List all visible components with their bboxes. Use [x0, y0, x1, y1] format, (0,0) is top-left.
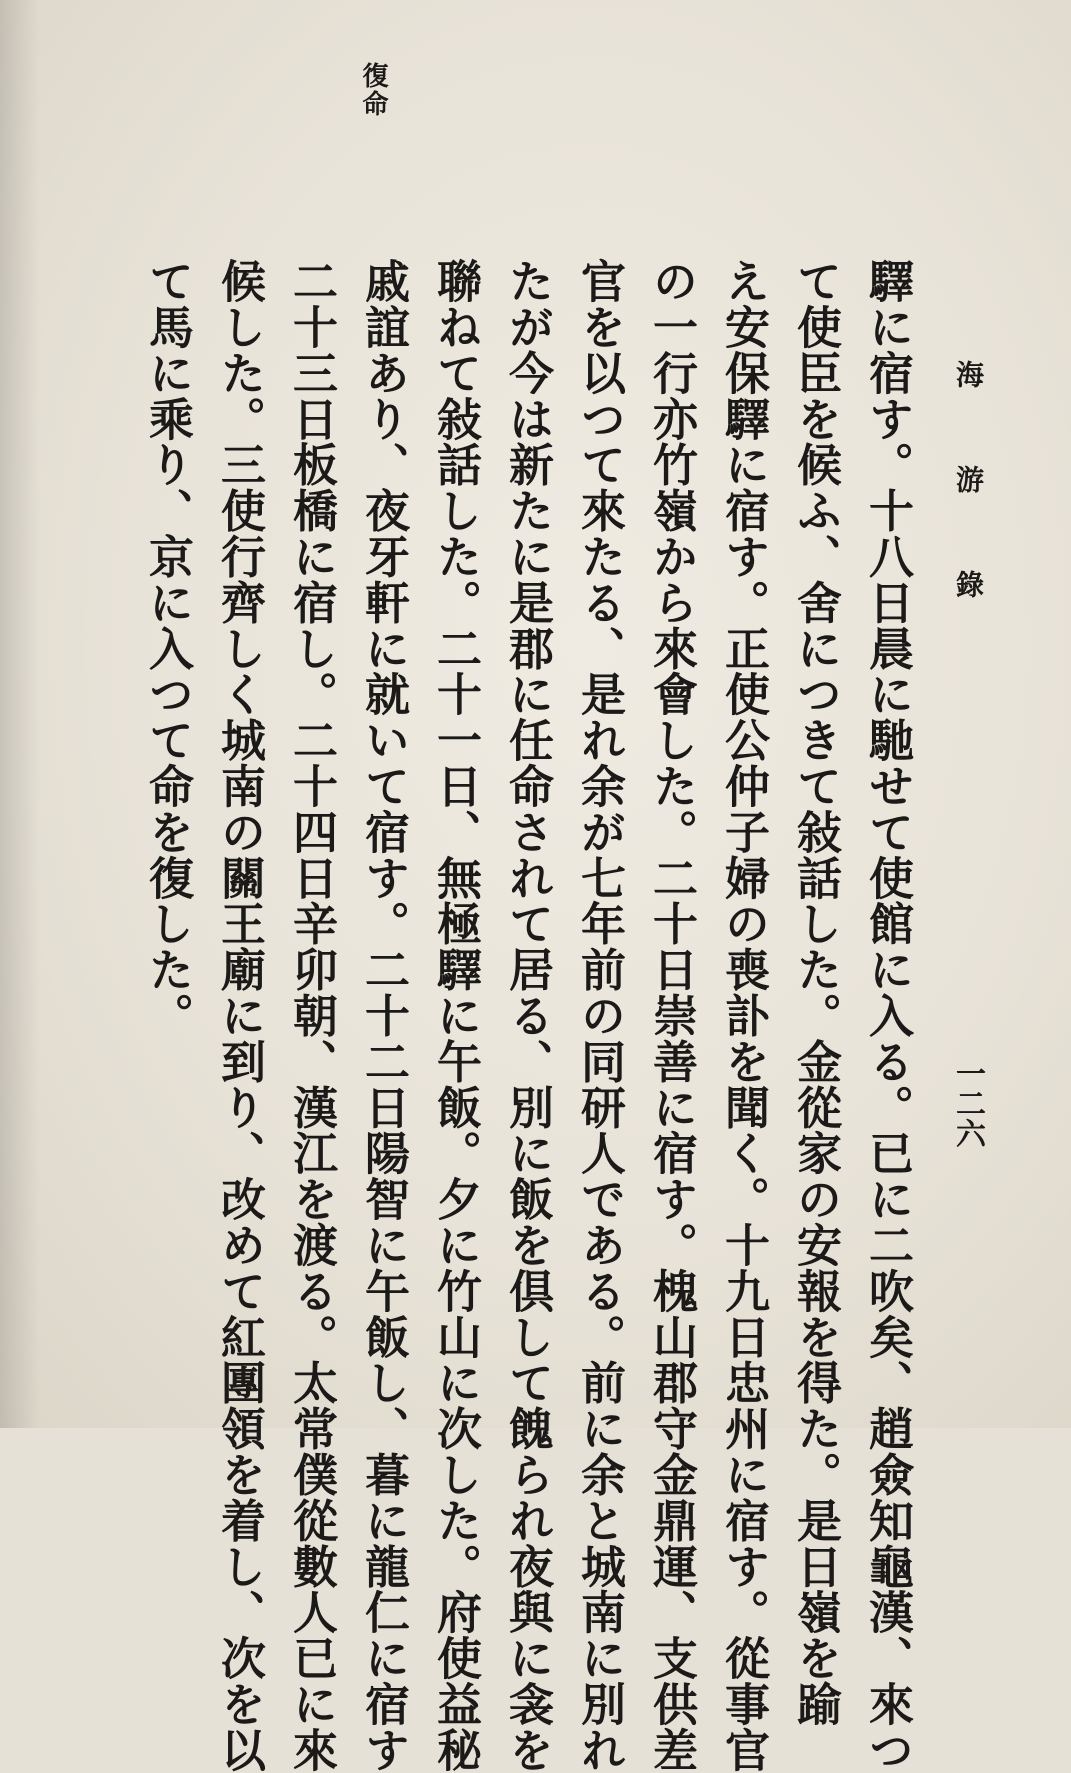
text-line: て使臣を候ふ、舍につきて敍話した。金從家の安報を得た。是日嶺を踰: [789, 258, 842, 1727]
text-line: 二十三日板橋に宿し。二十四日辛卯朝、漢江を渡る。太常僕從數人已に來: [285, 258, 338, 1773]
text-line: たが今は新たに是郡に任命されて居る、別に飯を倶して餽られ夜與に衾を: [501, 258, 554, 1773]
text-line: 戚誼あり、夜牙軒に就いて宿す。二十二日陽智に午飯し、暮に龍仁に宿す: [357, 258, 410, 1773]
body-text: [131, 258, 923, 1773]
page-number: 一二六: [950, 1058, 985, 1148]
section-heading: 復命: [358, 62, 388, 118]
text-line: 聯ねて敍話した。二十一日、無極驛に午飯。夕に竹山に次した。府使益秘: [429, 258, 482, 1773]
text-line: 驛に宿す。十八日晨に馳せて使館に入る。已に二吹矣、趙僉知龜漢、來つ: [861, 258, 914, 1773]
text-line: て馬に乘り、京に入つて命を復した。: [141, 258, 194, 1039]
running-title: 海 游 錄: [952, 360, 985, 620]
text-line: え安保驛に宿す。正使公仲子婦の喪訃を聞く。十九日忠州に宿す。從事官: [717, 258, 770, 1773]
text-line: の一行亦竹嶺から來會した。二十日崇善に宿す。槐山郡守金鼎運、支供差: [645, 258, 698, 1773]
text-line: 官を以つて來たる、是れ余が七年前の同研人である。前に余と城南に別れ: [573, 258, 626, 1773]
text-line: 候した。三使行齊しく城南の關王廟に到り、改めて紅團領を着し、次を以: [213, 258, 266, 1773]
